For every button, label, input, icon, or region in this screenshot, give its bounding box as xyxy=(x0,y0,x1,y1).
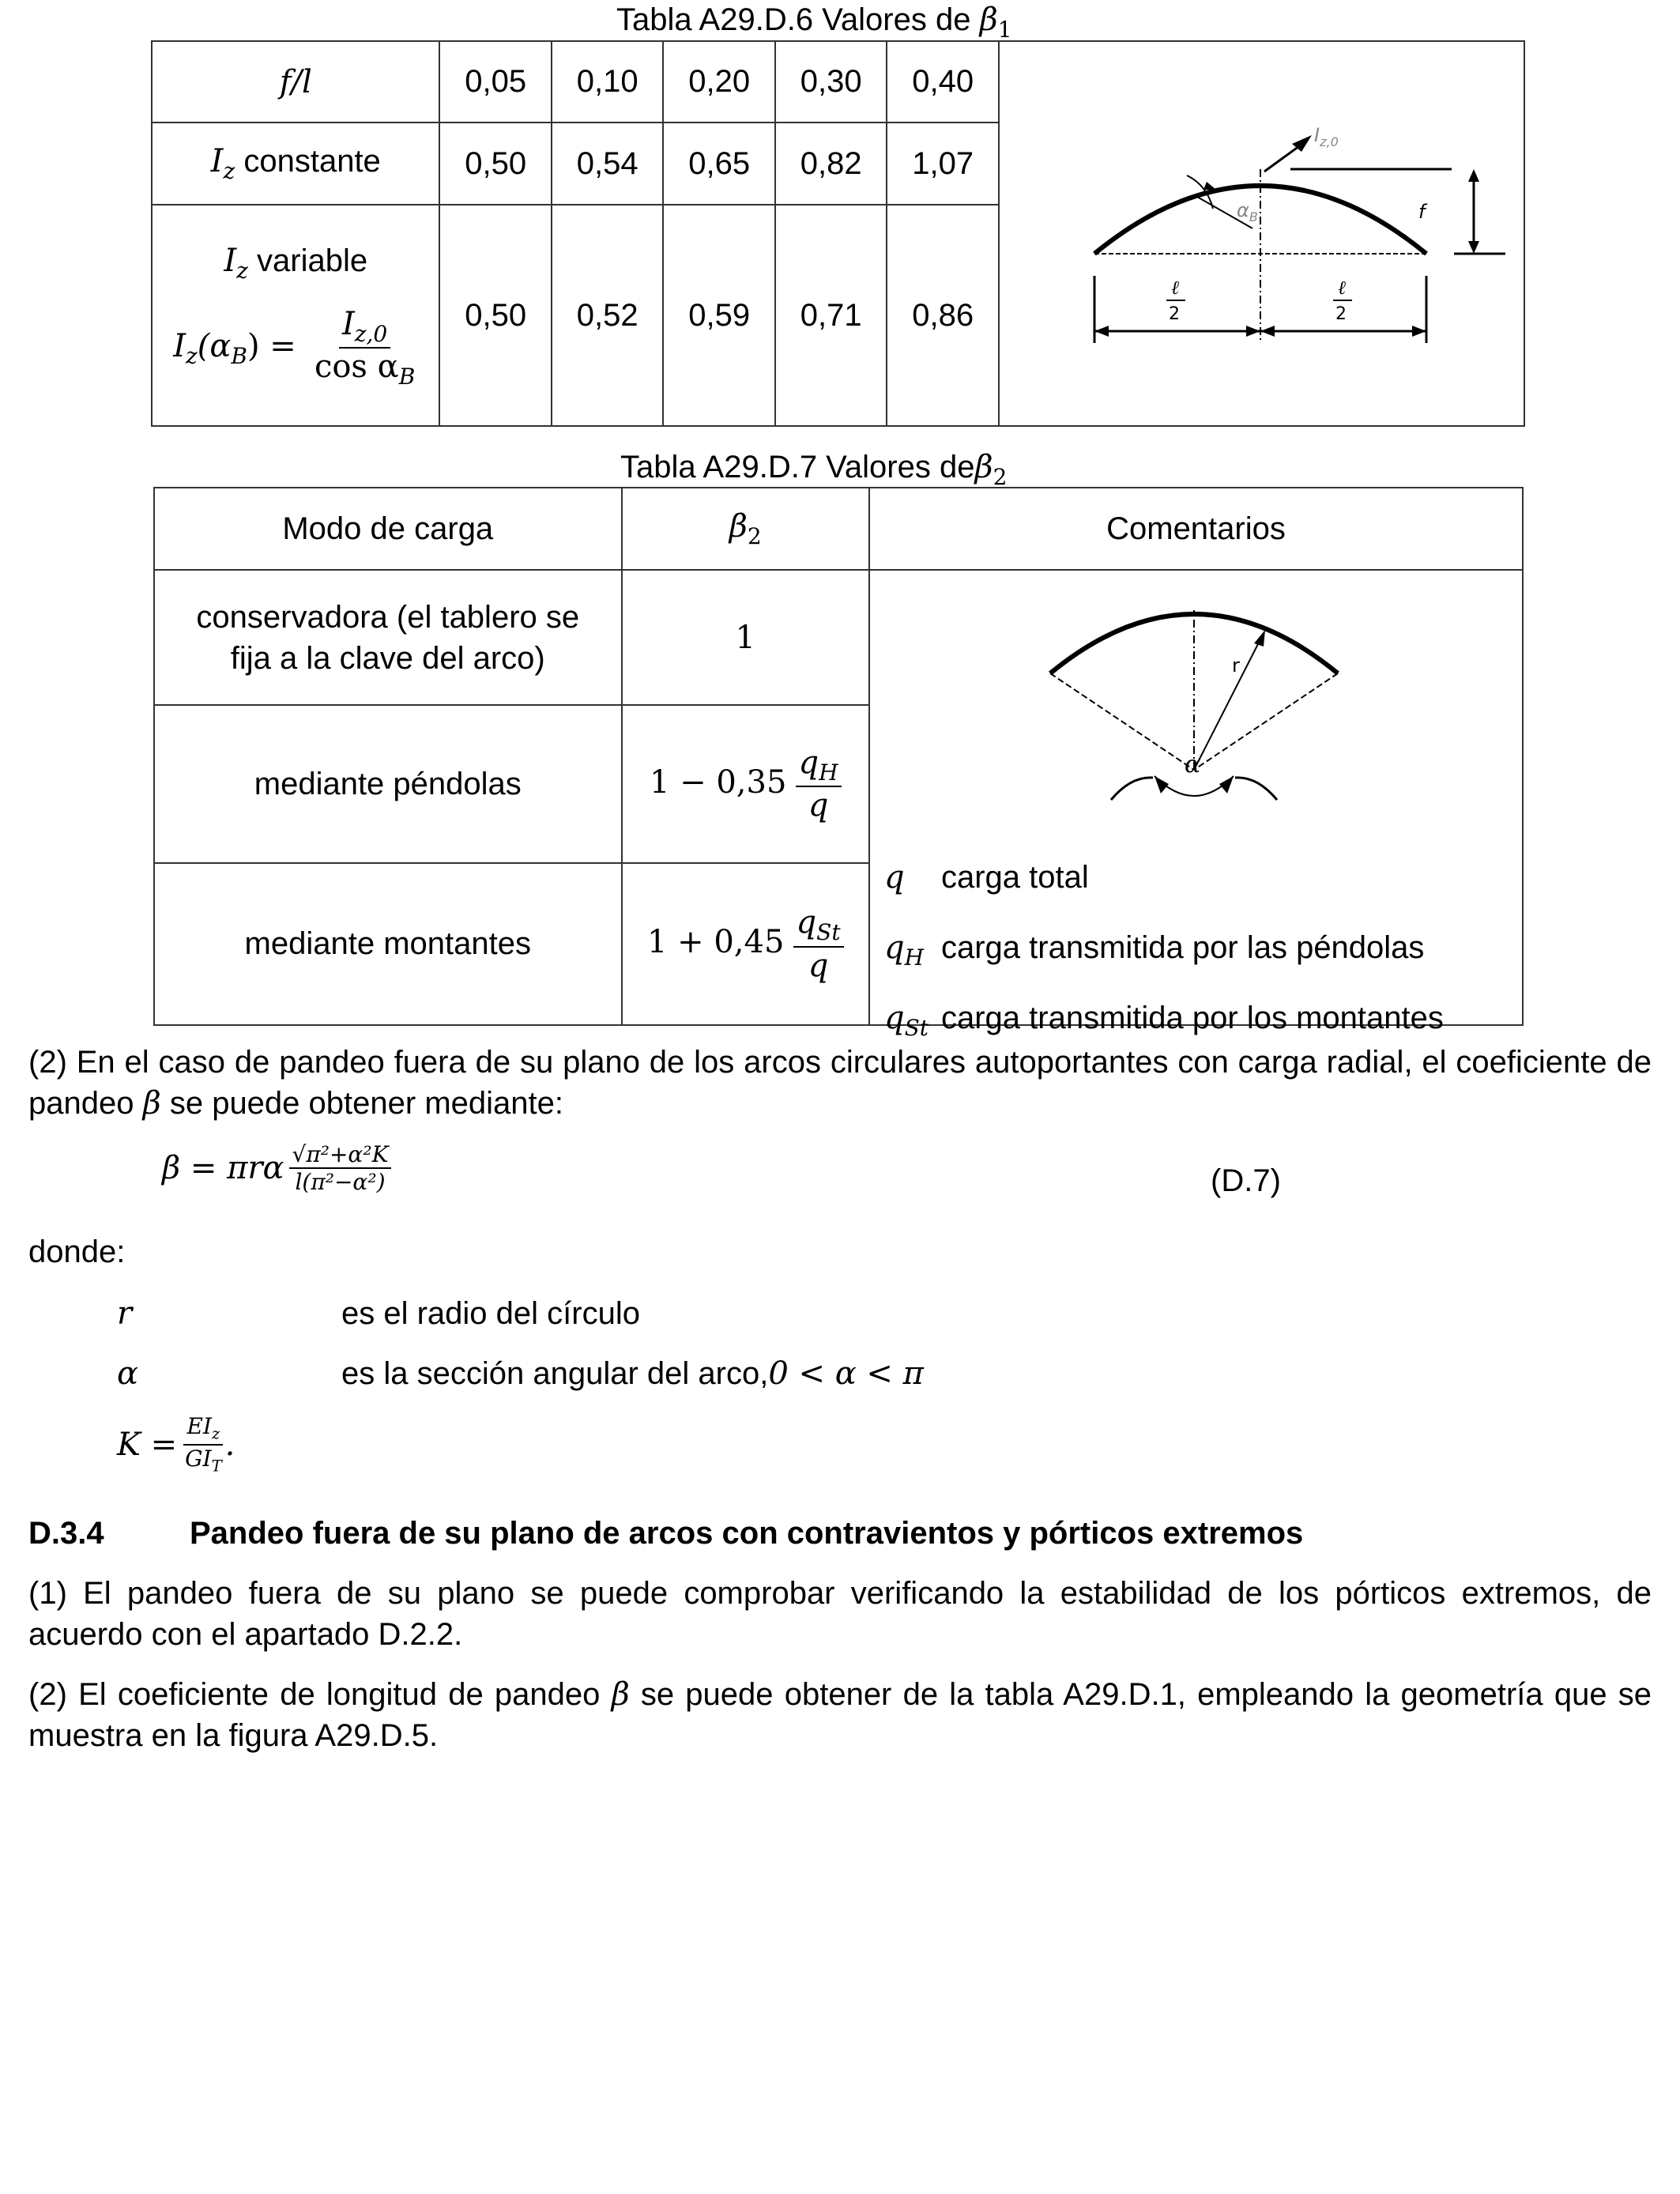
table6-caption-text: Tabla A29.D.6 Valores de xyxy=(616,2,980,37)
paragraph-2: (2) En el caso de pandeo fuera de su plano de los arcos circulares autoportantes con carga radial, el coeficiente de pandeo β se puede obtener mediante: xyxy=(28,1045,1652,1122)
table6-row-variable-label: $I_z$ variable $I_z(\alpha_B)$ = $\frac{I_{z,0}}{\cos \alpha_B}$ xyxy=(152,205,439,426)
table7 xyxy=(153,487,1524,1041)
half-span-right-num: ℓ xyxy=(1337,276,1346,299)
table6-caption xyxy=(616,2,1012,43)
radius-line xyxy=(1194,638,1261,770)
table6 xyxy=(151,40,1525,427)
iz-variable-formula: $I_z(\alpha_B)$ = $\frac{I_{z,0}}{\cos \alpha_B}$ xyxy=(173,305,416,390)
def-text: es la sección angular del arco,0 < α < π xyxy=(341,1355,924,1392)
table7-beta-conservative: 1 xyxy=(622,570,869,705)
table6-header-value: 0,20 xyxy=(663,41,775,123)
table6-header-value: 0,05 xyxy=(439,41,552,123)
table7-header-row xyxy=(154,488,1523,570)
support-right xyxy=(1235,778,1277,800)
radius-arrow xyxy=(1254,630,1265,647)
circular-arch-figure xyxy=(870,571,1522,847)
span-arrow-mid-right xyxy=(1260,326,1275,337)
table6-cell: 0,65 xyxy=(663,123,775,205)
table7-mode-struts: mediante montantes xyxy=(154,863,622,1025)
table6-cell: 0,50 xyxy=(439,123,552,205)
table7-legend xyxy=(884,847,1444,1058)
table7-mode-conservative: conservadora (el tablero se fija a la clave del arco) xyxy=(154,570,622,705)
formula-reference: (D.7) xyxy=(1211,1163,1281,1198)
table6-caption-subscript: 1 xyxy=(997,17,1012,43)
donde-label: donde: xyxy=(28,1235,126,1269)
arch-rise-figure xyxy=(1000,43,1524,425)
half-span-left-den: 2 xyxy=(1168,303,1180,324)
table6-figure-cell xyxy=(999,41,1524,426)
alpha-b-arrow xyxy=(1203,182,1216,190)
table6-cell: 0,50 xyxy=(439,205,552,426)
table7-caption xyxy=(620,449,1007,490)
span-arrow-right xyxy=(1412,326,1426,337)
table7-beta-hangers: 1 − 0,35 $\frac{q_H}{q}$ xyxy=(622,705,869,863)
span-arrow-left xyxy=(1094,326,1109,337)
def-symbol: r xyxy=(117,1295,133,1332)
table6-cell: 0,82 xyxy=(775,123,887,205)
table6-cell: 0,59 xyxy=(663,205,775,426)
table6-caption-symbol: β xyxy=(979,2,998,38)
radius-left-line xyxy=(1050,673,1194,770)
table7-row-conservative xyxy=(154,570,1523,705)
iz0-label: $I_{z,0}$ xyxy=(1313,123,1339,149)
table6-header-value: 0,40 xyxy=(887,41,999,123)
table7-header-beta: $\beta_2$ xyxy=(622,488,869,570)
table6-cell: 1,07 xyxy=(887,123,999,205)
def-symbol: α xyxy=(117,1355,139,1392)
table6-cell: 0,52 xyxy=(552,205,664,426)
formula-denominator: l(π²−α²) xyxy=(295,1169,386,1196)
table7-mode-hangers: mediante péndolas xyxy=(154,705,622,863)
section-number: D.3.4 xyxy=(28,1516,104,1551)
formula-lhs: β = πrα xyxy=(162,1150,284,1187)
alpha-b-label: $\alpha_B$ xyxy=(1236,198,1258,224)
radius-label: r xyxy=(1231,654,1240,677)
alpha-arrow-right xyxy=(1219,776,1234,794)
rise-arrow-top xyxy=(1468,169,1479,182)
table7-caption-subscript: 2 xyxy=(993,464,1008,490)
formula-numerator: √π²+α²K xyxy=(289,1143,392,1169)
rise-label: f xyxy=(1418,200,1426,223)
def-text: es el radio del círculo xyxy=(341,1296,640,1331)
half-span-left-num: ℓ xyxy=(1170,276,1179,299)
table7-caption-symbol: β xyxy=(974,449,993,485)
k-definition: K = $\frac{EI_z}{GI_T}$ . xyxy=(117,1413,235,1476)
legend-item: $q_{St}$ carga transmitida por los montantes xyxy=(883,1000,1444,1041)
table6-header-value: 0,10 xyxy=(552,41,664,123)
rise-arrow-bottom xyxy=(1468,241,1479,254)
table6-cell: 0,71 xyxy=(775,205,887,426)
legend-item: $q_H$ carga transmitida por las péndolas xyxy=(883,929,1425,971)
radius-right-line xyxy=(1194,673,1338,770)
section-title: Pandeo fuera de su plano de arcos con contravientos y pórticos extremos xyxy=(190,1516,1304,1551)
span-arrow-mid-left xyxy=(1246,326,1260,337)
support-left xyxy=(1111,778,1153,800)
formula-d7 xyxy=(162,1143,391,1194)
table7-comments-cell xyxy=(869,570,1523,1041)
legend-item: q carga total xyxy=(883,859,1089,895)
alpha-arrow-left xyxy=(1155,776,1169,794)
section-paragraph-1: (1) El pandeo fuera de su plano se puede comprobar verificando la estabilidad de los pórticos extremos, de acuerdo con el apartado D.2.2. xyxy=(28,1576,1652,1652)
section-paragraph-2: (2) El coeficiente de longitud de pandeo β se puede obtener de la tabla A29.D.1, empleando la geometría que se muestra en la figura A29.D.5. xyxy=(28,1676,1652,1753)
table6-header-label: f/l xyxy=(152,41,439,123)
table6-row-constant-label: $I_z$ constante xyxy=(152,123,439,205)
table6-header-value: 0,30 xyxy=(775,41,887,123)
alpha-label: α xyxy=(1184,751,1201,778)
table6-header-row xyxy=(152,41,1524,123)
table7-beta-struts: 1 + 0,45 $\frac{q_{St}}{q}$ xyxy=(622,863,869,1025)
table7-header-mode: Modo de carga xyxy=(154,488,622,570)
table6-cell: 0,54 xyxy=(552,123,664,205)
table6-cell: 0,86 xyxy=(887,205,999,426)
table7-header-comments: Comentarios xyxy=(869,488,1523,570)
table7-caption-text: Tabla A29.D.7 Valores de xyxy=(620,450,975,484)
half-span-right-den: 2 xyxy=(1335,303,1347,324)
